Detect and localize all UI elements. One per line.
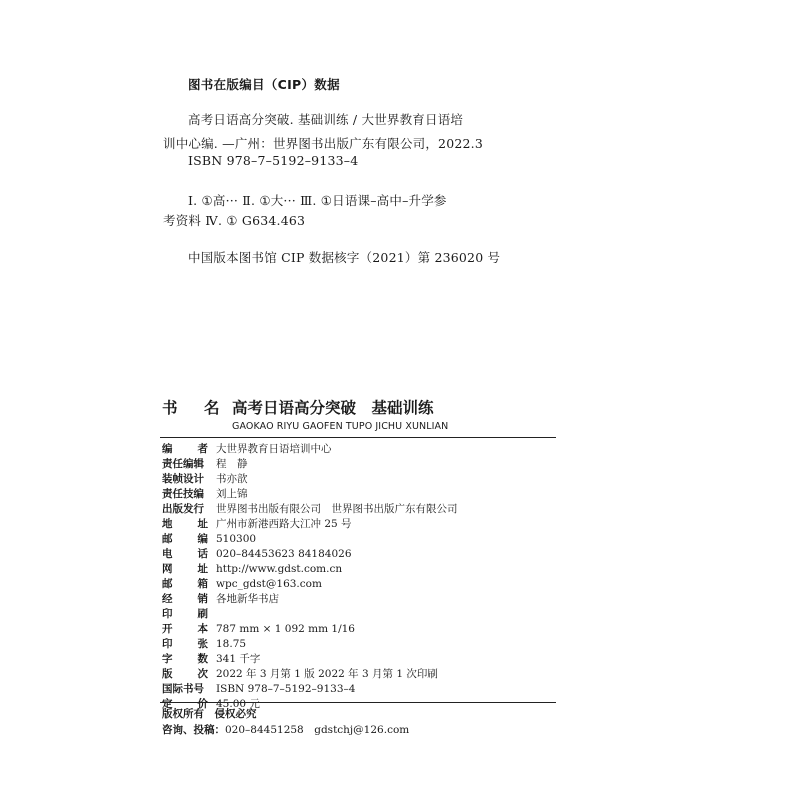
detail-key-part-2: 销 xyxy=(197,593,208,605)
detail-key xyxy=(162,532,208,547)
detail-row xyxy=(162,682,458,697)
detail-key xyxy=(162,502,208,517)
detail-key-part-1: 字 xyxy=(162,653,173,665)
detail-key-part-1: 国际书号 xyxy=(162,683,204,695)
detail-key-part-1: 开 xyxy=(162,623,173,635)
detail-key-part-2: 数 xyxy=(197,653,208,665)
detail-key-part-1: 网 xyxy=(162,563,173,575)
detail-value: wpc_gdst@163.com xyxy=(216,578,322,590)
divider-bottom xyxy=(160,702,556,703)
detail-row xyxy=(162,442,458,457)
detail-key-part-2: 次 xyxy=(197,668,208,680)
detail-key-part-2: 价 xyxy=(197,698,208,710)
detail-key-part-1: 装帧设计 xyxy=(162,473,204,485)
detail-key xyxy=(162,472,208,487)
detail-key-part-1: 出版发行 xyxy=(162,503,204,515)
cip-line-6: 中国版本图书馆 CIP 数据核字（2021）第 236020 号 xyxy=(188,250,501,265)
detail-value: 18.75 xyxy=(216,638,247,650)
detail-key-part-2: 编 xyxy=(197,533,208,545)
detail-key-part-1: 印 xyxy=(162,638,173,650)
detail-key-part-1: 经 xyxy=(162,593,173,605)
detail-key-part-1: 编 xyxy=(162,443,173,455)
detail-key xyxy=(162,487,208,502)
book-title: 高考日语高分突破 基础训练 xyxy=(232,399,434,417)
detail-row xyxy=(162,607,458,622)
detail-row xyxy=(162,547,458,562)
cip-line-4: Ⅰ. ①高··· Ⅱ. ①大··· Ⅲ. ①日语课–高中–升学参 xyxy=(188,193,447,208)
detail-row xyxy=(162,577,458,592)
detail-row xyxy=(162,637,458,652)
detail-key-part-1: 责任技编 xyxy=(162,488,204,500)
detail-key xyxy=(162,457,208,472)
detail-row xyxy=(162,532,458,547)
detail-key xyxy=(162,637,208,652)
detail-key-part-2: 话 xyxy=(197,548,208,560)
detail-key xyxy=(162,667,208,682)
book-title-label-1: 书 xyxy=(162,399,178,417)
detail-key xyxy=(162,682,208,697)
detail-row xyxy=(162,502,458,517)
rights-line: 版权所有 侵权必究 xyxy=(162,708,257,720)
contact-label: 咨询、投稿： xyxy=(162,724,225,736)
detail-value: 大世界教育日语培训中心 xyxy=(216,443,332,455)
detail-key-part-1: 邮 xyxy=(162,533,173,545)
detail-key xyxy=(162,577,208,592)
detail-key xyxy=(162,562,208,577)
detail-key xyxy=(162,517,208,532)
detail-row xyxy=(162,562,458,577)
details-list xyxy=(162,442,458,712)
book-title-row xyxy=(162,396,434,418)
detail-value: 程 静 xyxy=(216,458,248,470)
contact-value: 020–84451258 gdstchj@126.com xyxy=(225,724,410,736)
detail-value: 刘上锦 xyxy=(216,488,248,500)
detail-value: 书亦歆 xyxy=(216,473,248,485)
detail-value: 020–84453623 84184026 xyxy=(216,548,352,560)
detail-value: 45.00 元 xyxy=(216,698,260,710)
detail-row xyxy=(162,652,458,667)
detail-key-part-2: 张 xyxy=(197,638,208,650)
cip-line-5: 考资料 Ⅳ. ① G634.463 xyxy=(163,213,306,228)
detail-value: 341 千字 xyxy=(216,653,261,665)
detail-value: 世界图书出版有限公司 世界图书出版广东有限公司 xyxy=(216,503,458,515)
detail-key-part-2: 者 xyxy=(197,443,208,455)
detail-key-part-1: 责任编辑 xyxy=(162,458,204,470)
detail-key-part-1: 定 xyxy=(162,698,173,710)
detail-row xyxy=(162,622,458,637)
cip-heading: 图书在版编目（CIP）数据 xyxy=(188,77,340,92)
detail-key-part-1: 地 xyxy=(162,518,173,530)
detail-key xyxy=(162,547,208,562)
detail-value: 510300 xyxy=(216,533,257,545)
detail-key-part-1: 邮 xyxy=(162,578,173,590)
detail-value: ISBN 978–7–5192–9133–4 xyxy=(216,683,356,695)
detail-key xyxy=(162,622,208,637)
detail-key-part-1: 版 xyxy=(162,668,173,680)
book-pinyin: GAOKAO RIYU GAOFEN TUPO JICHU XUNLIAN xyxy=(232,421,449,432)
detail-key-part-2: 址 xyxy=(197,563,208,575)
book-title-label-2: 名 xyxy=(204,399,220,417)
detail-value: 2022 年 3 月第 1 版 2022 年 3 月第 1 次印刷 xyxy=(216,668,438,680)
detail-value: 各地新华书店 xyxy=(216,593,279,605)
detail-row xyxy=(162,592,458,607)
detail-key xyxy=(162,592,208,607)
detail-row xyxy=(162,517,458,532)
divider-top xyxy=(160,437,556,438)
detail-key-part-1: 电 xyxy=(162,548,173,560)
detail-key-part-2: 址 xyxy=(197,518,208,530)
detail-key-part-1: 印 xyxy=(162,608,173,620)
cip-line-3: ISBN 978–7–5192–9133–4 xyxy=(188,153,359,168)
detail-key-part-2: 刷 xyxy=(197,608,208,620)
detail-key xyxy=(162,652,208,667)
contact-line xyxy=(162,722,409,737)
detail-key xyxy=(162,607,208,622)
detail-row xyxy=(162,487,458,502)
cip-line-2: 训中心编. —广州：世界图书出版广东有限公司，2022.3 xyxy=(163,136,483,151)
detail-value: 广州市新港西路大江冲 25 号 xyxy=(216,518,352,530)
detail-key xyxy=(162,442,208,457)
detail-value: 787 mm × 1 092 mm 1/16 xyxy=(216,623,355,635)
detail-row xyxy=(162,457,458,472)
detail-row xyxy=(162,472,458,487)
cip-line-1: 高考日语高分突破. 基础训练 / 大世界教育日语培 xyxy=(188,112,464,127)
detail-row xyxy=(162,667,458,682)
detail-key-part-2: 箱 xyxy=(197,578,208,590)
detail-value: http://www.gdst.com.cn xyxy=(216,563,343,575)
detail-key-part-2: 本 xyxy=(197,623,208,635)
